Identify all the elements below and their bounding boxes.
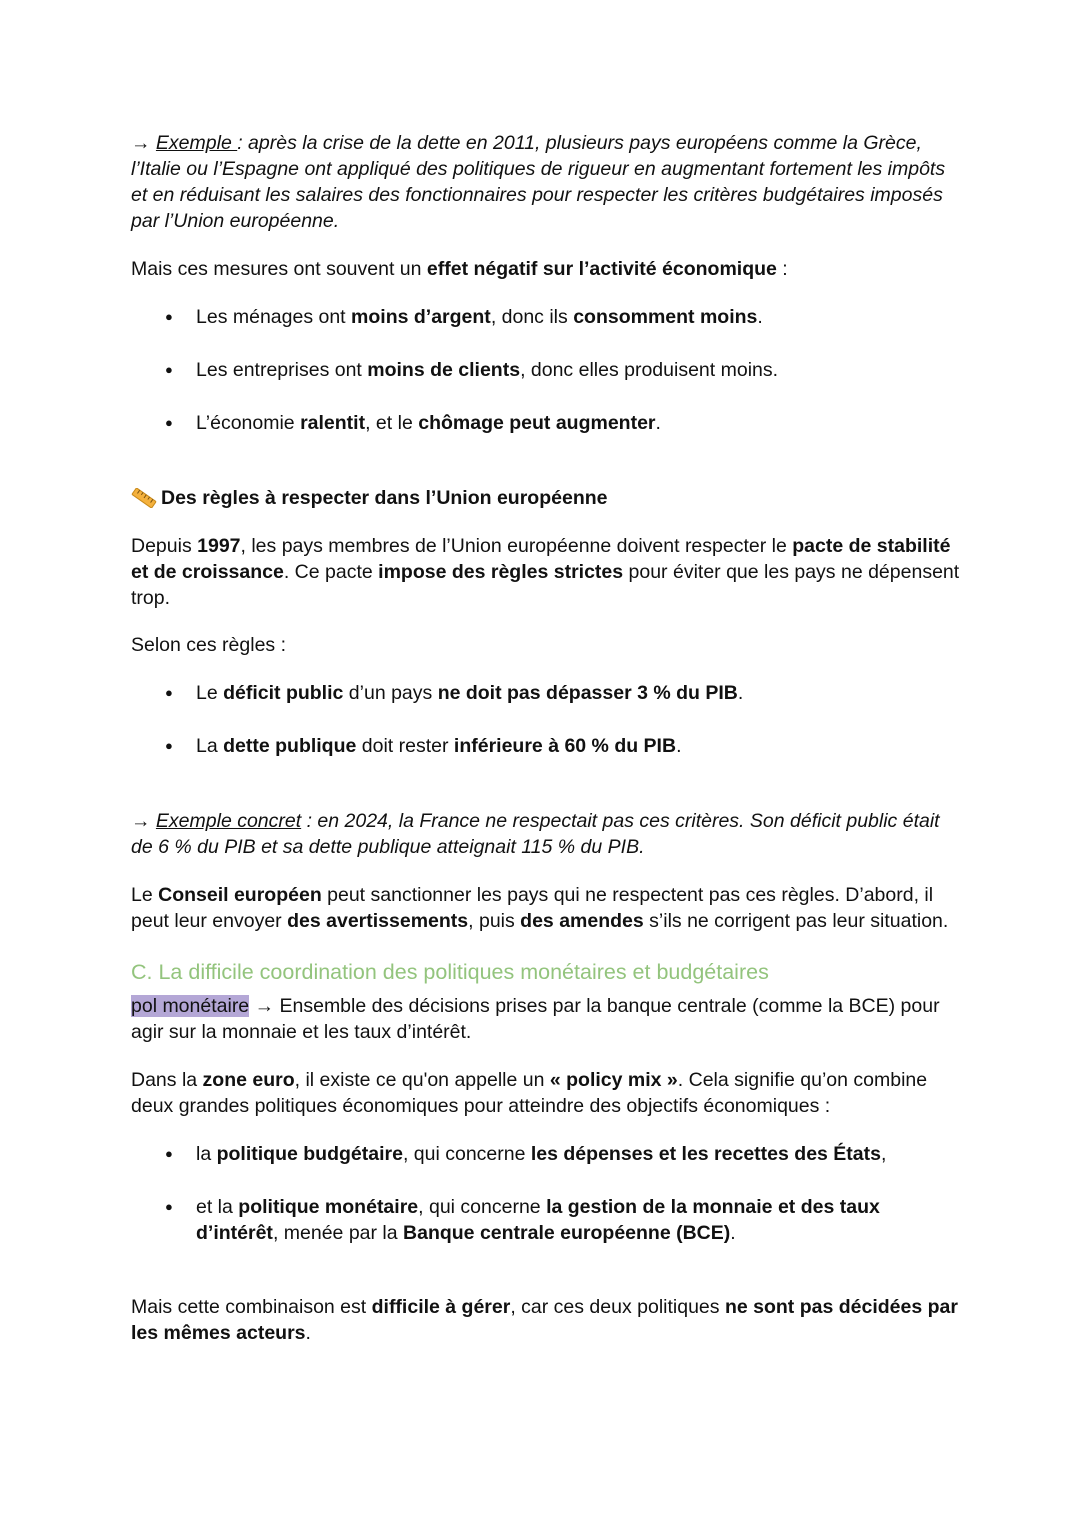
arrow-icon: → (131, 810, 156, 832)
text-run: : (776, 258, 788, 280)
bold-run: zone euro (202, 1069, 295, 1091)
text-run: , (880, 1143, 887, 1165)
text-run: Le (131, 884, 159, 906)
text-run: , qui concerne (402, 1143, 531, 1165)
policies-list (131, 1141, 961, 1246)
example-label: Exemple concret (155, 810, 302, 832)
text-run: , et le (365, 412, 419, 434)
example-france-paragraph (131, 808, 961, 860)
council-paragraph (131, 882, 961, 934)
arrow-icon: → (131, 132, 156, 154)
text-run: . (737, 682, 744, 704)
bold-run: effet négatif sur l’activité économique (426, 258, 777, 280)
text-run: Les ménages ont (196, 306, 352, 328)
text-run: Les entreprises ont (196, 359, 368, 381)
text-run: Mais cette combinaison est (131, 1296, 372, 1318)
policy-mix-paragraph (131, 1067, 961, 1119)
bold-run: impose des règles strictes (378, 561, 624, 583)
bold-run: des amendes (520, 910, 644, 932)
text-run: , puis (468, 910, 521, 932)
definition-text: → Ensemble des décisions prises par la banque centrale (comme la BCE) pour agir sur la monnaie et les taux d’intérêt. (131, 995, 940, 1043)
text-run: peut sanctionner les pays qui ne respectent pas ces règles. D’abord, il peut leur envoyer (131, 884, 934, 932)
bold-run: moins de clients (367, 359, 521, 381)
text-run: et la (196, 1196, 239, 1218)
text-run: d’un pays (343, 682, 438, 704)
bold-run: les dépenses et les recettes des États (530, 1143, 881, 1165)
rules-heading (131, 485, 961, 511)
effect-paragraph (131, 256, 961, 282)
bold-run: ne doit pas dépasser 3 % du PIB (437, 682, 738, 704)
list-item (131, 680, 961, 706)
document-content (131, 130, 961, 1346)
list-item (131, 733, 961, 759)
bold-run: Banque centrale européenne (BCE) (403, 1222, 731, 1244)
list-item (131, 304, 961, 330)
list-item (131, 1141, 961, 1167)
text-run: pour éviter que les pays ne dépensent trop. (131, 561, 960, 609)
definition-paragraph (131, 993, 961, 1045)
text-run: . (757, 306, 763, 328)
example-label: Exemple (155, 132, 238, 154)
bold-run: consomment moins (573, 306, 758, 328)
text-run: . (655, 412, 661, 434)
text-run: . (305, 1322, 311, 1344)
bold-run: pacte de stabilité et de croissance (131, 535, 951, 583)
text-run: , donc elles produisent moins. (520, 359, 779, 381)
bold-run: moins d’argent (351, 306, 491, 328)
text-run: . (730, 1222, 736, 1244)
bold-run: Conseil européen (158, 884, 322, 906)
list-item (131, 1194, 961, 1246)
text-run: Depuis (131, 535, 198, 557)
highlighted-term: pol monétaire (131, 995, 250, 1017)
rules-intro: Selon ces règles : (131, 634, 287, 656)
text-run: s’ils ne corrigent pas leur situation. (643, 910, 949, 932)
text-run: Dans la (131, 1069, 203, 1091)
text-run: L’économie (196, 412, 301, 434)
rules-list (131, 680, 961, 759)
example-text: : en 2024, la France ne respectait pas ces critères. Son déficit public était de 6 % du PIB et sa dette publique atteignait 115 % du PIB. (131, 810, 940, 858)
bold-run: politique monétaire (238, 1196, 419, 1218)
list-item (131, 410, 961, 436)
text-run: . (676, 735, 682, 757)
ruler-icon (131, 488, 157, 508)
text-run: . Ce pacte (283, 561, 379, 583)
bold-run: 1997 (197, 535, 241, 557)
bold-run: difficile à gérer (371, 1296, 511, 1318)
bold-run: ralentit (300, 412, 366, 434)
bold-run: des avertissements (287, 910, 469, 932)
bold-run: politique budgétaire (216, 1143, 403, 1165)
bold-run: ne sont pas décidées par les mêmes acteurs (131, 1296, 958, 1344)
example-text: : après la crise de la dette en 2011, plusieurs pays européens comme la Grèce, l’Italie ou l’Espagne ont appliqué des politiques de rigueur en augmentant fortement les impôts et en réduisant les salaires des fonctionnaires pour respecter les critères budgétaires imposés par l’Union européenne. (131, 132, 946, 232)
text-run: , donc ils (490, 306, 574, 328)
text-run: , menée par la (272, 1222, 404, 1244)
effects-list (131, 304, 961, 436)
pact-paragraph (131, 533, 961, 611)
text-run: , car ces deux politiques (510, 1296, 725, 1318)
bold-run: chômage peut augmenter (418, 412, 656, 434)
text-run: doit rester (356, 735, 454, 757)
section-c-title: C. La difficile coordination des politiques monétaires et budgétaires (131, 960, 769, 984)
example-crisis-paragraph (131, 130, 961, 234)
text-run: Mais ces mesures ont souvent un (131, 258, 427, 280)
bold-run: inférieure à 60 % du PIB (453, 735, 677, 757)
text-run: , qui concerne (418, 1196, 547, 1218)
list-item (131, 357, 961, 383)
text-run: Le (196, 682, 224, 704)
text-run: . Cela signifie qu’on combine deux grandes politiques économiques pour atteindre des objectifs économiques : (131, 1069, 928, 1117)
bold-run: dette publique (223, 735, 357, 757)
final-paragraph (131, 1294, 961, 1346)
bold-run: « policy mix » (549, 1069, 678, 1091)
text-run: La (196, 735, 224, 757)
bold-run: la gestion de la monnaie et des taux d’intérêt (196, 1196, 880, 1244)
rules-heading-text: Des règles à respecter dans l’Union européenne (161, 487, 608, 509)
text-run: la (196, 1143, 217, 1165)
text-run: , les pays membres de l’Union européenne doivent respecter le (240, 535, 793, 557)
bold-run: déficit public (223, 682, 344, 704)
text-run: , il existe ce qu'on appelle un (294, 1069, 550, 1091)
